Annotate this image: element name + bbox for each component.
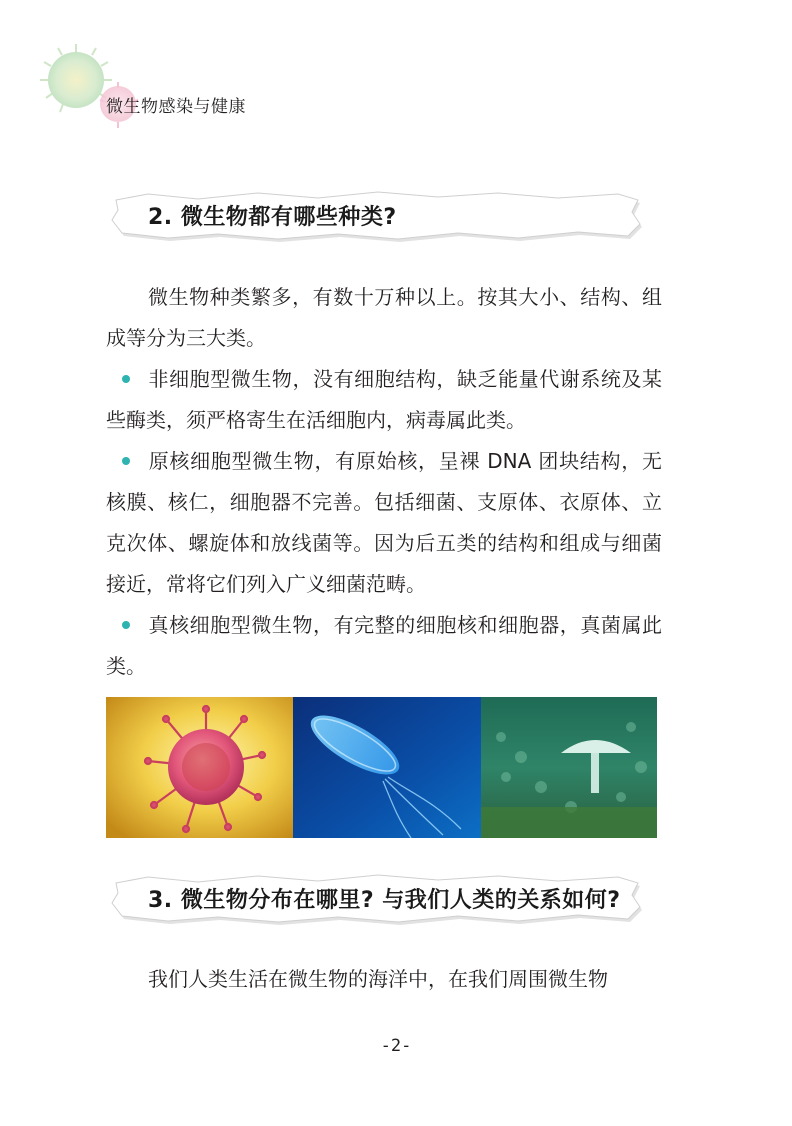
virus-illustration bbox=[106, 697, 293, 838]
running-header-title: 微生物感染与健康 bbox=[106, 97, 246, 117]
bullet-text: 原核细胞型微生物，有原始核，呈裸 DNA 团块结构，无核膜、核仁，细胞器不完善。包括细菌、支原体、衣原体、立克次体、螺旋体和放线菌等。因为后五类的结构和组成与细菌接近，常将它们列入广义细菌范畴。 bbox=[106, 449, 662, 596]
bullet-item bbox=[106, 359, 662, 441]
section-2-title: 2. 微生物都有哪些种类? bbox=[148, 205, 397, 230]
page-number: -2- bbox=[380, 1036, 412, 1056]
bullet-dot-icon bbox=[122, 375, 130, 383]
bullet-dot-icon bbox=[122, 457, 130, 465]
section-2-body bbox=[106, 277, 662, 687]
section-3-intro: 我们人类生活在微生物的海洋中，在我们周围微生物 bbox=[148, 967, 608, 991]
bullet-text: 非细胞型微生物，没有细胞结构，缺乏能量代谢系统及某些酶类，须严格寄生在活细胞内，病毒属此类。 bbox=[106, 367, 662, 432]
section-3-title: 3. 微生物分布在哪里? 与我们人类的关系如何? bbox=[148, 888, 621, 913]
bullet-text: 真核细胞型微生物，有完整的细胞核和细胞器，真菌属此类。 bbox=[106, 613, 662, 678]
section-2-intro: 微生物种类繁多，有数十万种以上。按其大小、结构、组成等分为三大类。 bbox=[106, 285, 662, 350]
section-3-heading bbox=[108, 873, 642, 925]
section-3-body bbox=[106, 959, 662, 1000]
virus-logo-icon bbox=[38, 42, 148, 132]
bacterium-illustration bbox=[293, 697, 481, 838]
section-2-heading bbox=[108, 190, 642, 242]
fungus-illustration bbox=[481, 697, 657, 838]
microbe-photo-strip bbox=[106, 697, 657, 838]
bullet-item bbox=[106, 441, 662, 605]
bullet-dot-icon bbox=[122, 621, 130, 629]
bullet-item bbox=[106, 605, 662, 687]
